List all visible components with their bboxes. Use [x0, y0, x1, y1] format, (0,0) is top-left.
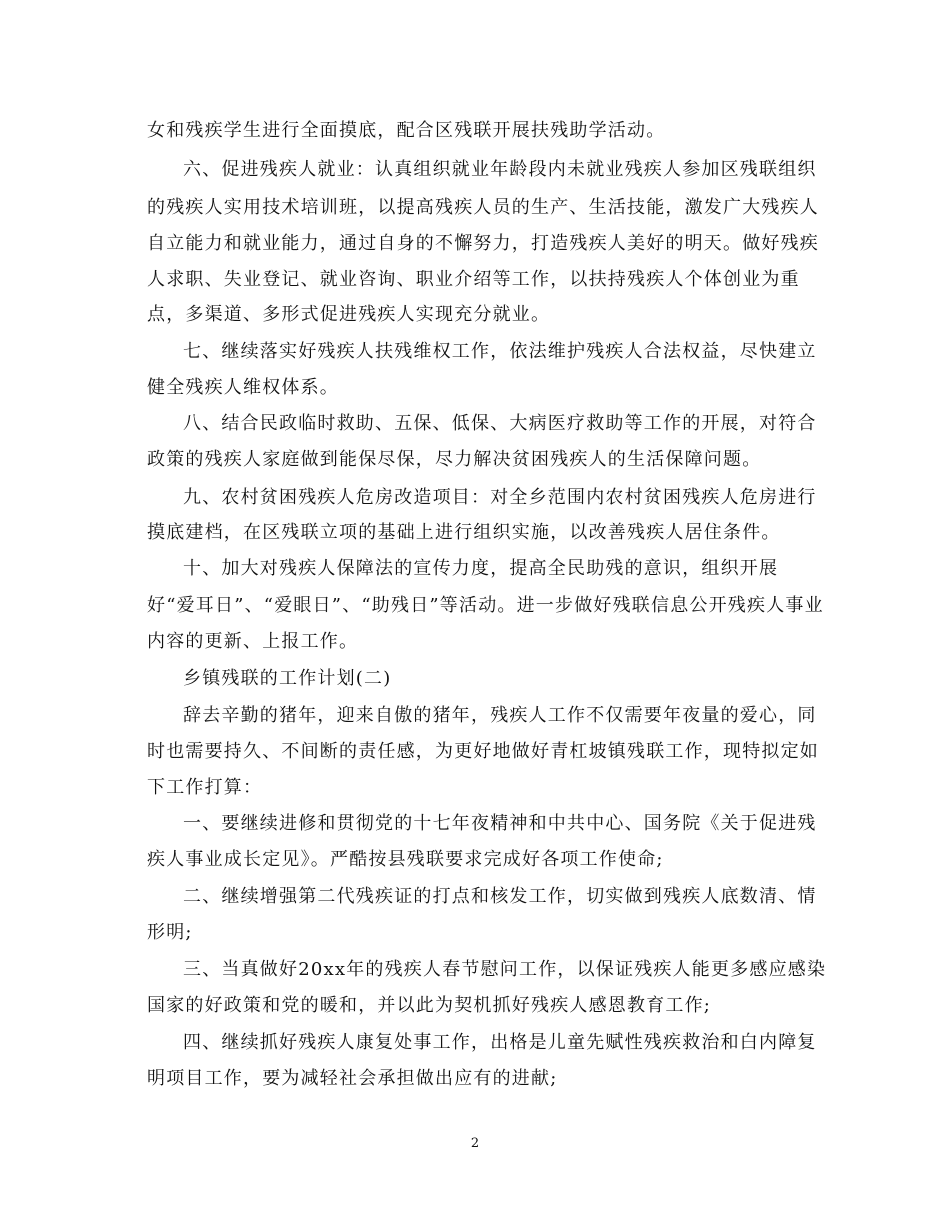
text-line: 明项目工作，要为减轻社会承担做出应有的进献; [147, 1068, 558, 1089]
text-line: 三、当真做好20xx年的残疾人春节慰问工作，以保证残疾人能更多感应感染 [183, 959, 827, 980]
text-line: 十、加大对残疾人保障法的宣传力度，提高全民助残的意识，组织开展 [183, 558, 779, 579]
text-line: 人求职、失业登记、就业咨询、职业介绍等工作，以扶持残疾人个体创业为重 [147, 269, 800, 290]
text-line: 政策的残疾人家庭做到能保尽保，尽力解决贫困残疾人的生活保障问题。 [147, 449, 762, 470]
text-line: 六、促进残疾人就业：认真组织就业年龄段内未就业残疾人参加区残联组织 [183, 159, 817, 180]
text-line: 七、继续落实好残疾人扶残维权工作，依法维护残疾人合法权益，尽快建立 [183, 341, 817, 362]
text-line: 国家的好政策和党的暖和，并以此为契机抓好残疾人感恩教育工作; [147, 995, 712, 1016]
text-line: 自立能力和就业能力，通过自身的不懈努力，打造残疾人美好的明天。做好残疾 [147, 233, 819, 254]
section-heading: 乡镇残联的工作计划(二) [183, 668, 392, 689]
text-line: 辞去辛勤的猪年，迎来自傲的猪年，残疾人工作不仅需要年夜量的爱心，同 [183, 705, 817, 726]
text-line: 形明; [147, 922, 193, 943]
text-line: 一、要继续进修和贯彻党的十七年夜精神和中共中心、国务院《关于促进残 [183, 813, 817, 834]
text-line: 摸底建档，在区残联立项的基础上进行组织实施，以改善残疾人居住条件。 [147, 522, 781, 543]
text-line: 女和残疾学生进行全面摸底，配合区残联开展扶残助学活动。 [147, 120, 666, 141]
text-line: 四、继续抓好残疾人康复处事工作，出格是儿童先赋性残疾救治和白内障复 [183, 1032, 817, 1053]
text-line: 二、继续增强第二代残疾证的打点和核发工作，切实做到残疾人底数清、情 [183, 886, 817, 907]
text-line: 疾人事业成长定见》。严酷按县残联要求完成好各项工作使命; [147, 849, 664, 870]
text-line: 健全残疾人维权体系。 [147, 377, 339, 398]
text-line: 九、农村贫困残疾人危房改造项目：对全乡范围内农村贫困残疾人危房进行 [183, 487, 817, 508]
text-line: 点，多渠道、多形式促进残疾人实现充分就业。 [147, 304, 551, 325]
text-line: 的残疾人实用技术培训班，以提高残疾人员的生产、生活技能，激发广大残疾人 [147, 197, 819, 218]
text-line: 内容的更新、上报工作。 [147, 631, 359, 652]
text-line: 八、结合民政临时救助、五保、低保、大病医疗救助等工作的开展，对符合 [183, 413, 817, 434]
page-number: 2 [470, 1136, 480, 1151]
text-line: 时也需要持久、不间断的责任感，为更好地做好青杠坡镇残联工作，现特拟定如 [147, 741, 819, 762]
text-line: 好“爱耳日”、“爱眼日”、“助残日”等活动。进一步做好残联信息公开残疾人事业 [147, 595, 824, 616]
text-line: 下工作打算： [147, 777, 263, 798]
